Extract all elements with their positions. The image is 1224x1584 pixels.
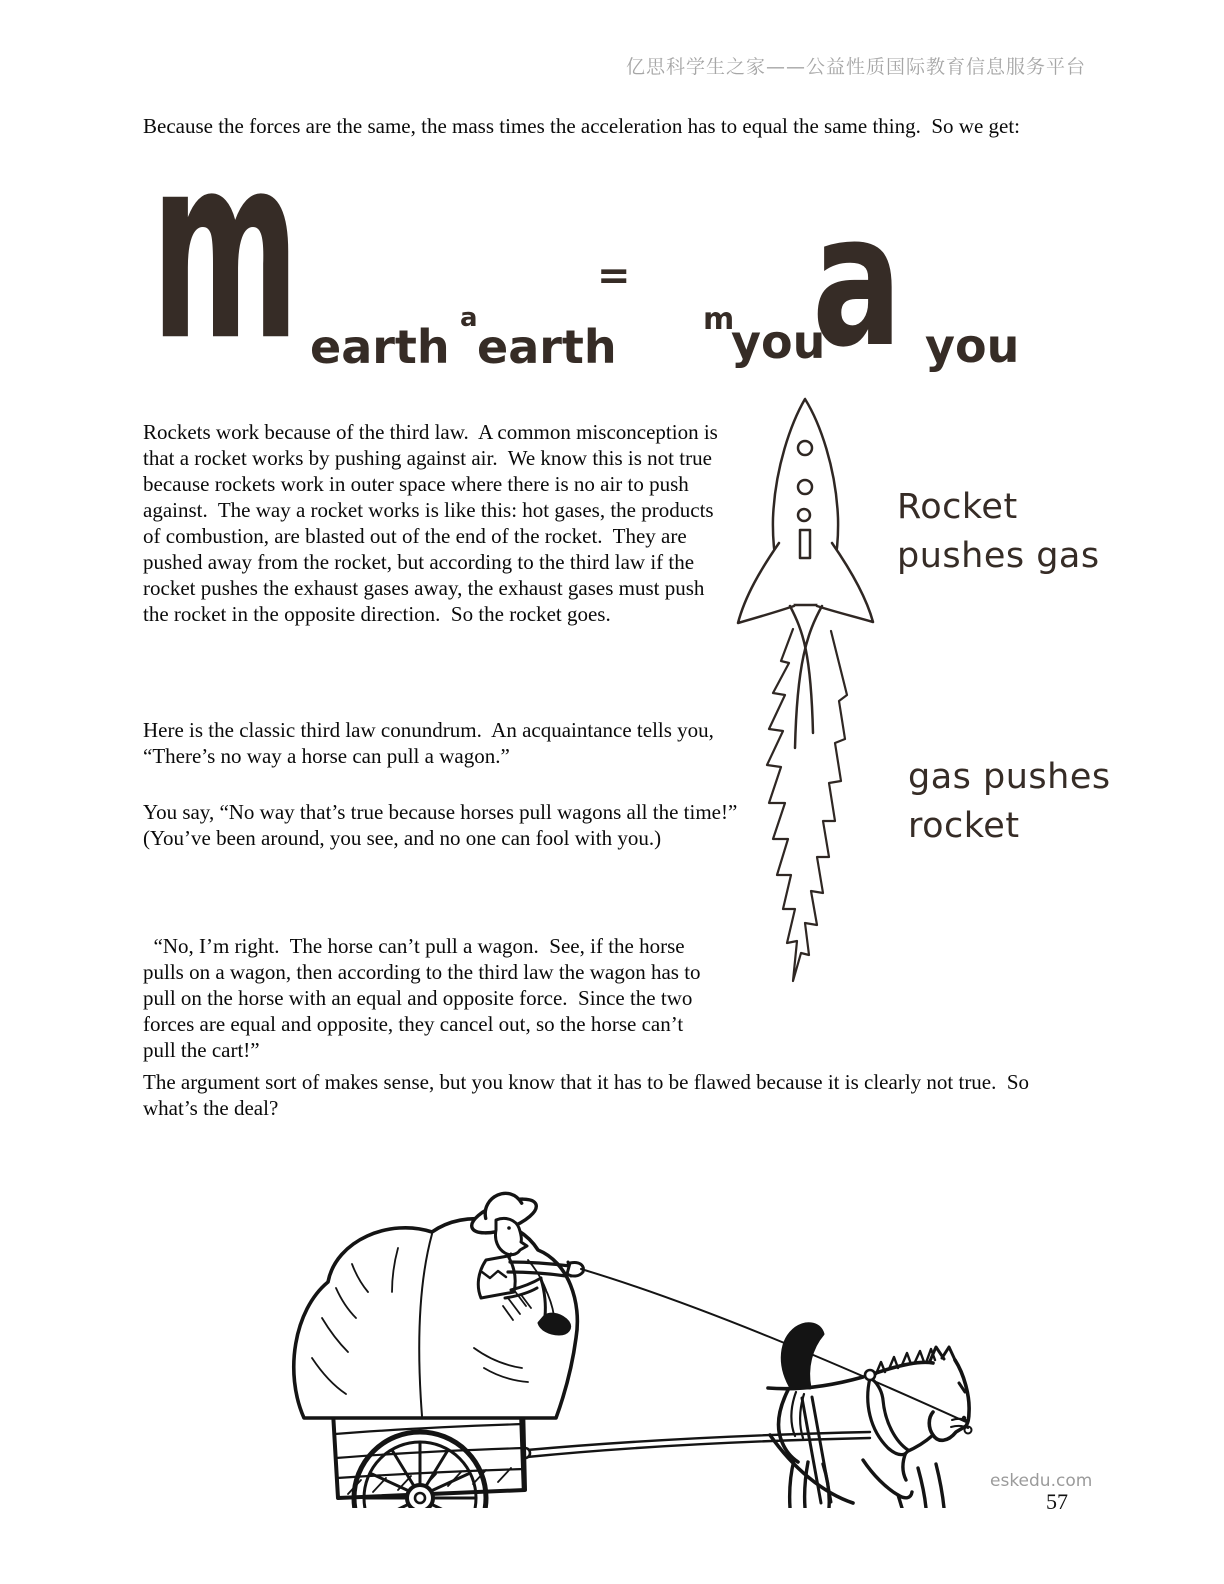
hame-knob <box>865 1370 875 1380</box>
rein-line <box>581 1269 966 1422</box>
conundrum-paragraph: Here is the classic third law conundrum. An acquaintance tells you, “There’s no way a horse can pull a wagon.” <box>143 718 720 768</box>
equation-a-you-symbol: a <box>812 175 903 388</box>
equation-m-you-symbol: m <box>703 302 735 337</box>
rocket-illustration <box>733 393 885 993</box>
equation-a-you-subscript: you <box>925 319 1020 373</box>
page-number: 57 <box>1046 1489 1068 1514</box>
driver-head <box>495 1218 527 1254</box>
equation-m-you-subscript: you <box>731 315 826 369</box>
intro-paragraph: Because the forces are the same, the mass times the acceleration has to equal the same thing. So we get: <box>143 114 1021 138</box>
equation-m-earth-subscript: earth <box>310 320 450 374</box>
footer-website: eskedu.com <box>990 1471 1093 1491</box>
flaw-paragraph: The argument sort of makes sense, but you know that it has to be flawed because it is clearly not true. So what’s the deal? <box>143 1070 1035 1120</box>
argument-paragraph <box>143 907 1043 1063</box>
page-header-platform-text: 亿思科学生之家——公益性质国际教育信息服务平台 <box>625 56 1086 78</box>
argument-paragraph-text: “No, I’m right. The horse can’t pull a wagon. See, if the horse pulls on a wagon, then according to the third law the wagon has to pull on the horse with an equal and opposite force. Since the two forces are equal and opposite, they cancel out, so the horse can’t pull the cart!” <box>143 934 706 1062</box>
label-gas-pushes-rocket: gas pushes rocket <box>908 757 1111 846</box>
rockets-paragraph: Rockets work because of the third law. A common misconception is that a rocket works by pushing against air. We know this is not true because rockets work in outer space where there is no air to push against. The way a rocket works is like this: hot gases, the products of combustion, are blasted out of the end of the rocket. They are pushed away from the rocket, but according to the third law if the rocket pushes the exhaust gases away, the exhaust gases must push the rocket in the opposite direction. So the rocket goes. <box>143 420 724 626</box>
reply-paragraph: You say, “No way that’s true because horses pull wagons all the time!” (You’ve been around, you see, and no one can fool with you.) <box>143 800 743 850</box>
equation-a-earth-subscript: earth <box>477 320 617 374</box>
equation-equals-sign: = <box>597 253 631 299</box>
horse <box>768 1324 972 1508</box>
equation-m-earth-symbol: m <box>151 101 300 398</box>
equation-a-earth-symbol: a <box>460 303 478 333</box>
hay-load <box>294 1219 578 1418</box>
horse-wagon-illustration <box>278 1168 993 1508</box>
rocket-exhaust-flame <box>767 629 847 981</box>
label-rocket-pushes-gas: Rocket pushes gas <box>897 487 1100 576</box>
horse-collar <box>868 1378 908 1455</box>
